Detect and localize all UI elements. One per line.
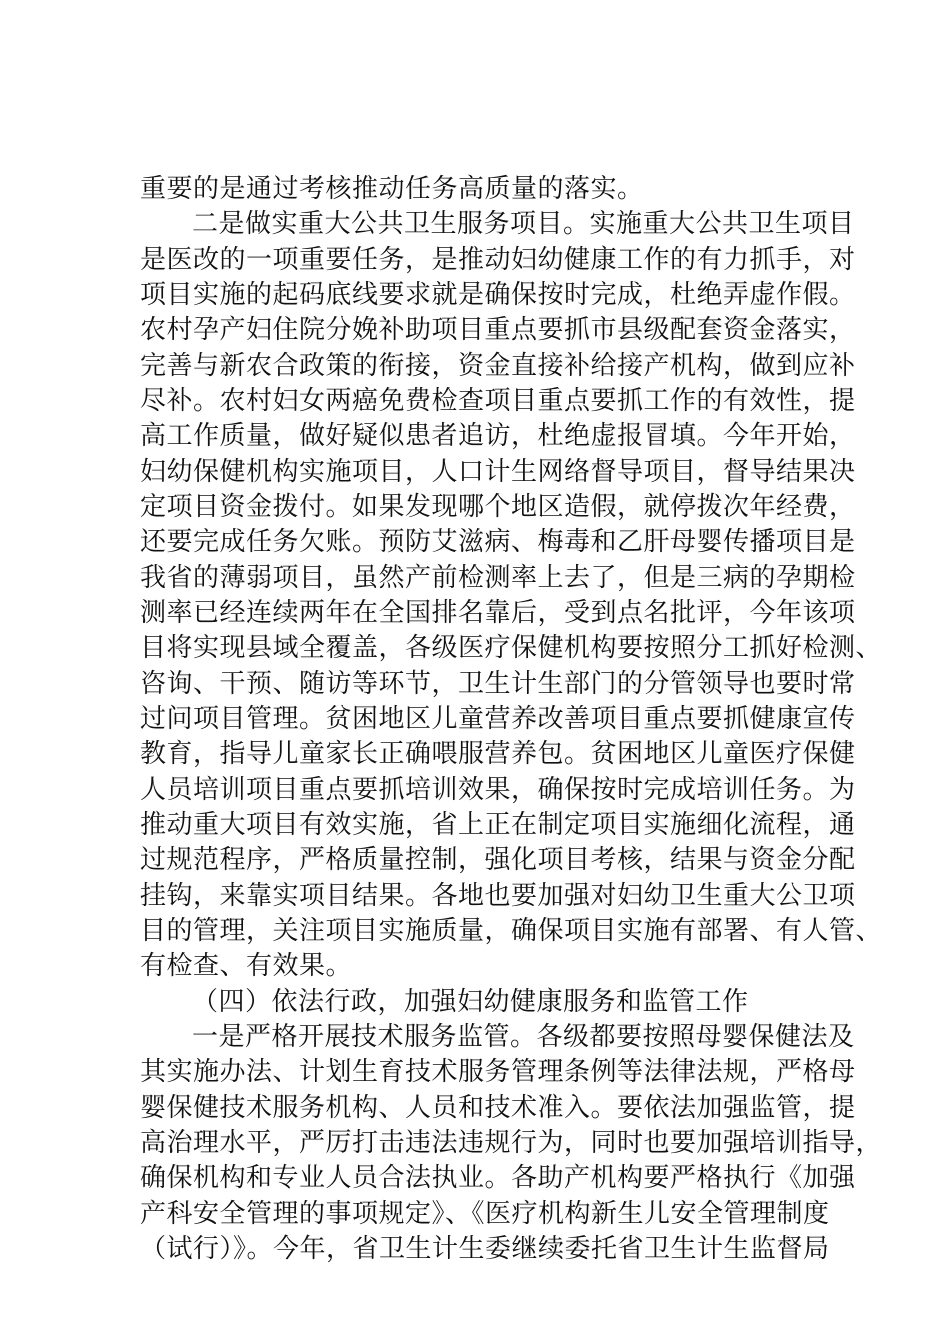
text-line: 挂钩，来靠实项目结果。各地也要加强对妇幼卫生重大公卫项: [140, 881, 856, 911]
text-line: 是医改的一项重要任务，是推动妇幼健康工作的有力抓手，对: [140, 245, 856, 275]
text-line: 我省的薄弱项目，虽然产前检测率上去了，但是三病的孕期检: [140, 563, 856, 593]
text-line: 农村孕产妇住院分娩补助项目重点要抓市县级配套资金落实，: [140, 315, 856, 345]
text-line: 有检查、有效果。: [140, 951, 353, 981]
text-line: 高工作质量，做好疑似患者追访，杜绝虚报冒填。今年开始，: [140, 421, 856, 451]
text-line: 咨询、干预、随访等环节，卫生计生部门的分管领导也要时常: [140, 669, 856, 699]
text-line: 目将实现县域全覆盖，各级医疗保健机构要按照分工抓好检测、: [140, 633, 883, 663]
section-heading: （四）依法行政，加强妇幼健康服务和监管工作: [192, 987, 749, 1017]
text-line: 妇幼保健机构实施项目，人口计生网络督导项目，督导结果决: [140, 457, 856, 487]
text-line: 教育，指导儿童家长正确喂服营养包。贫困地区儿童医疗保健: [140, 739, 856, 769]
text-line: 完善与新农合政策的衔接，资金直接补给接产机构，做到应补: [140, 351, 856, 381]
text-line: （试行）》。今年，省卫生计生委继续委托省卫生计生监督局: [140, 1234, 830, 1264]
text-line: 婴保健技术服务机构、人员和技术准入。要依法加强监管，提: [140, 1093, 856, 1123]
text-line: 重要的是通过考核推动任务高质量的落实。: [140, 174, 644, 204]
text-line: 定项目资金拨付。如果发现哪个地区造假，就停拨次年经费，: [140, 492, 856, 522]
text-line: 高治理水平，严厉打击违法违规行为，同时也要加强培训指导，: [140, 1128, 883, 1158]
text-line: 一是严格开展技术服务监管。各级都要按照母婴保健法及: [192, 1022, 855, 1052]
text-line: 其实施办法、计划生育技术服务管理条例等法律法规，严格母: [140, 1057, 856, 1087]
text-line: 产科安全管理的事项规定》、《医疗机构新生儿安全管理制度: [140, 1199, 830, 1229]
text-line: 测率已经连续两年在全国排名靠后，受到点名批评，今年该项: [140, 598, 856, 628]
text-line: 人员培训项目重点要抓培训效果，确保按时完成培训任务。为: [140, 775, 856, 805]
text-line: 目的管理，关注项目实施质量，确保项目实施有部署、有人管、: [140, 916, 883, 946]
text-line: 过问项目管理。贫困地区儿童营养改善项目重点要抓健康宣传: [140, 704, 856, 734]
text-line: 过规范程序，严格质量控制，强化项目考核，结果与资金分配: [140, 845, 856, 875]
text-line: 推动重大项目有效实施，省上正在制定项目实施细化流程，通: [140, 810, 856, 840]
text-line: 还要完成任务欠账。预防艾滋病、梅毒和乙肝母婴传播项目是: [140, 527, 856, 557]
text-line: 项目实施的起码底线要求就是确保按时完成，杜绝弄虚作假。: [140, 280, 856, 310]
text-line: 尽补。农村妇女两癌免费检查项目重点要抓工作的有效性，提: [140, 386, 856, 416]
text-line: 确保机构和专业人员合法执业。各助产机构要严格执行《加强: [140, 1163, 856, 1193]
text-line: 二是做实重大公共卫生服务项目。实施重大公共卫生项目: [192, 209, 855, 239]
